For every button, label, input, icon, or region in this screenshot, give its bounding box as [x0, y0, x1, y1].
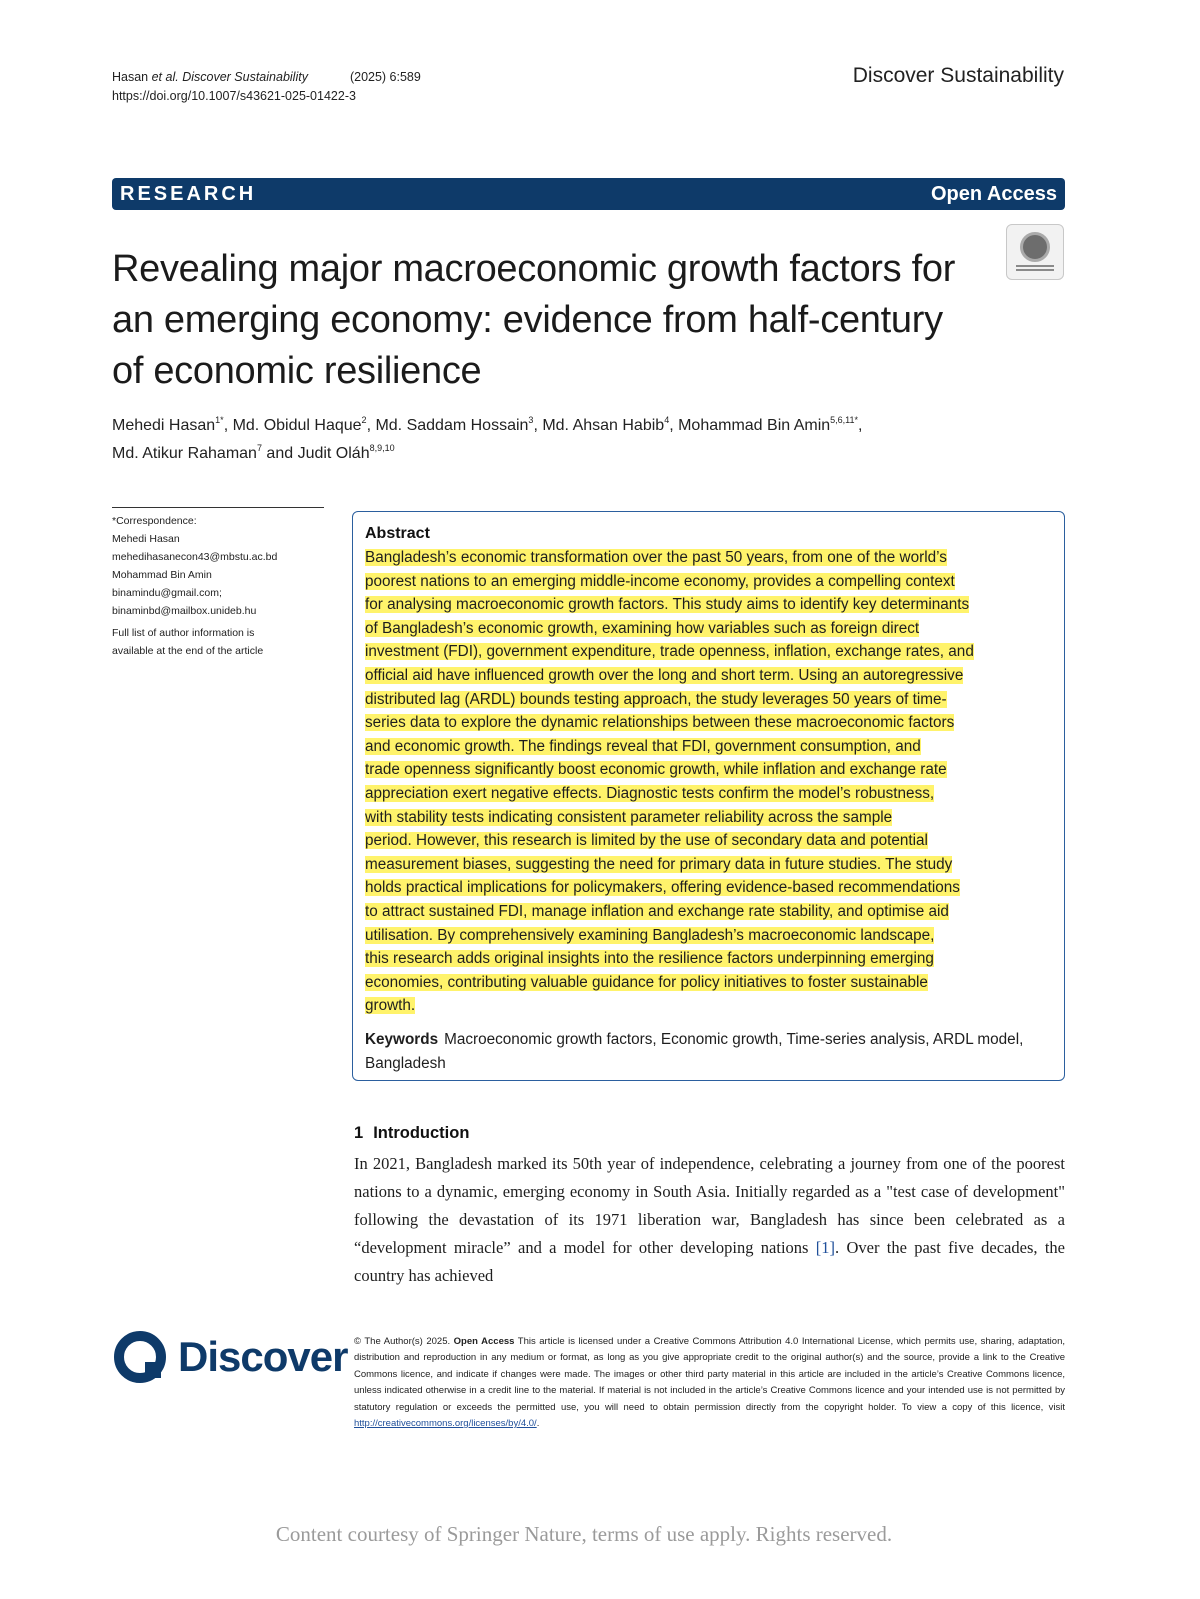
author-affiliation[interactable]: 8,9,10 [369, 443, 395, 453]
journal-italic: Discover Sustainability [182, 70, 308, 84]
highlighted-text: holds practical implications for policymakers, offering evidence-based recommendations [365, 879, 960, 897]
section-title: Introduction [373, 1124, 470, 1142]
highlighted-text: series data to explore the dynamic relationships between these macroeconomic factors [365, 714, 955, 732]
abstract-line [365, 971, 1052, 995]
check-for-updates-icon[interactable] [1006, 224, 1064, 280]
highlighted-text: appreciation exert negative effects. Diagnostic tests confirm the model’s robustness, [365, 784, 935, 802]
badge-text-lines [1016, 265, 1054, 273]
author-affiliation[interactable]: 7 [256, 443, 262, 453]
highlighted-text: trade openness significantly boost economic growth, while inflation and exchange rate [365, 761, 947, 779]
highlighted-text: utilisation. By comprehensively examining Bangladesh’s macroeconomic landscape, [365, 926, 935, 944]
highlighted-text: with stability tests indicating consistent parameter reliability across the sample [365, 808, 893, 826]
corr-line: Mehedi Hasan [112, 533, 180, 545]
author-name: Judit Oláh [297, 445, 370, 462]
author-name: Md. Ahsan Habib [542, 417, 665, 434]
highlighted-text: investment (FDI), government expenditure, trade openness, inflation, exchange rates, and [365, 643, 974, 661]
highlighted-text: of Bangladesh’s economic growth, examining how variables such as foreign direct [365, 619, 920, 637]
abstract-heading: Abstract [365, 525, 430, 542]
abstract-line [365, 853, 1052, 877]
running-header [112, 68, 421, 106]
corr-email[interactable]: mehedihasanecon43@mbstu.ac.bd [112, 551, 278, 563]
author-name: Md. Saddam Hossain [375, 417, 529, 434]
author-name: Md. Atikur Rahaman [112, 445, 257, 462]
abstract-line [365, 664, 1052, 688]
page-footer: Content courtesy of Springer Nature, terms of use apply. Rights reserved. [275, 1522, 893, 1546]
author-separator: , [533, 417, 543, 434]
intro-text: . Over the past five decades, the country has achieved [354, 1238, 1065, 1285]
authors-short: Hasan [112, 70, 152, 84]
license-statement [354, 1334, 1065, 1432]
abstract-line [365, 593, 1052, 617]
license-text-end: . [536, 1418, 540, 1430]
full-author-info-note [112, 624, 332, 660]
author-name: Md. Obidul Haque [232, 417, 362, 434]
author-separator: , [223, 417, 233, 434]
article-title: Revealing major macroeconomic growth factors for an emerging economy: evidence from half-century of economic resilience [112, 248, 956, 392]
highlighted-text: economies, contributing valuable guidance for policy initiatives to foster sustainable [365, 973, 928, 991]
author-affiliation[interactable]: 4 [664, 415, 670, 425]
abstract-line [365, 829, 1052, 853]
citation-line [112, 68, 421, 87]
abstract-line [365, 758, 1052, 782]
abstract-line [365, 900, 1052, 924]
open-access-bold: Open Access [453, 1336, 515, 1347]
full-list-line: available at the end of the article [112, 645, 264, 657]
badge-circle [1020, 232, 1050, 262]
open-access-label: Open Access [931, 182, 1057, 205]
corr-line: Mohammad Bin Amin [112, 569, 212, 581]
author-affiliation[interactable]: 2 [361, 415, 367, 425]
author-name: Mehedi Hasan [112, 417, 216, 434]
journal-name: Discover Sustainability [852, 64, 1064, 87]
abstract-line [365, 688, 1052, 712]
discover-logo [112, 1328, 347, 1386]
volume: (2025) 6:589 [349, 70, 421, 84]
abstract-line [365, 876, 1052, 900]
abstract-line [365, 640, 1052, 664]
highlighted-text: Bangladesh’s economic transformation over the past 50 years, from one of the world’s [365, 549, 947, 566]
highlighted-text: for analysing macroeconomic growth factors. This study aims to identify key determinants [365, 596, 970, 614]
abstract-line [365, 806, 1052, 830]
keywords-label: Keywords [365, 1030, 439, 1048]
section-heading-introduction [354, 1124, 469, 1143]
doi-link[interactable]: https://doi.org/10.1007/s43621-025-01422-3 [112, 89, 356, 103]
discover-wordmark: Discover [178, 1333, 348, 1380]
highlighted-text: official aid have influenced growth over the long and short term. Using an autoregressive [365, 666, 964, 684]
abstract-line [365, 994, 1052, 1018]
author-name: Mohammad Bin Amin [678, 417, 831, 434]
correspondence-label: *Correspondence: [112, 515, 197, 527]
highlighted-text: and economic growth. The findings reveal that FDI, government consumption, and [365, 737, 921, 755]
highlighted-text: poorest nations to an emerging middle-income economy, provides a compelling context [365, 572, 955, 590]
highlighted-text: to attract sustained FDI, manage inflation and exchange rate stability, and optimise aid [365, 902, 949, 920]
highlighted-text: growth. [365, 997, 416, 1015]
abstract-line [365, 924, 1052, 948]
abstract-text [365, 546, 1052, 1018]
author-separator: , [858, 417, 863, 434]
abstract-line [365, 711, 1052, 735]
correspondence [112, 512, 332, 660]
abstract-line [365, 617, 1052, 641]
keywords [365, 1028, 1052, 1076]
section-number: 1 [354, 1124, 364, 1142]
corr-email[interactable]: binaminbd@mailbox.unideb.hu [112, 605, 257, 617]
article-type-banner [112, 178, 1065, 210]
author-affiliation[interactable]: 3 [528, 415, 534, 425]
keywords-text: Macroeconomic growth factors, Economic growth, Time-series analysis, ARDL model, Bangladesh [365, 1030, 1024, 1072]
research-label: RESEARCH [120, 182, 257, 205]
highlighted-text: this research adds original insights into the resilience factors underpinning emerging [365, 950, 934, 968]
abstract-line [365, 570, 1052, 594]
introduction-paragraph [354, 1150, 1065, 1290]
highlighted-text: measurement biases, suggesting the need for primary data in future studies. The study [365, 855, 953, 873]
corr-email[interactable]: binamindu@gmail.com; [112, 587, 222, 599]
license-link[interactable]: http://creativecommons.org/licenses/by/4.0/ [354, 1418, 537, 1430]
author-separator: , [669, 417, 679, 434]
abstract-line [365, 782, 1052, 806]
abstract-line [365, 735, 1052, 759]
abstract-line [365, 947, 1052, 971]
intro-text: In 2021, Bangladesh marked its 50th year of independence, celebrating a journey from one of the poorest nations to a dynamic, emerging economy in South Asia. Initially regarded as a "test case of development" following the devastation of its 1971 liberation war, Bangladesh has since been celebrated as a “development miracle” and a model for other developing nations [354, 1154, 1065, 1257]
author-separator: , [366, 417, 376, 434]
author-separator: and [261, 445, 298, 462]
et-al: et al. [151, 70, 179, 84]
correspondence-divider [112, 507, 324, 508]
author-affiliation[interactable]: 5,6,11* [830, 415, 859, 425]
author-list [112, 412, 1052, 468]
highlighted-text: period. However, this research is limited by the use of secondary data and potential [365, 832, 928, 850]
license-text: This article is licensed under a Creative Commons Attribution 4.0 International License, which permits use, sharing, adaptation, distribution and reproduction in any medium or format, as long as you give appropriate credit to the original author(s) and the source, provide a link to the Creative Commons licence, and indicate if changes were made. The images or other third party material in this article are included in the article’s Creative Commons licence, unless indicated otherwise in a credit line to the material. If material is not included in the article’s Creative Commons licence and your intended use is not permitted by statutory regulation or exceeds the permitted use, you will need to obtain permission directly from the copyright holder. To view a copy of this licence, visit [354, 1336, 1065, 1413]
highlighted-text: distributed lag (ARDL) bounds testing approach, the study leverages 50 years of time- [365, 690, 947, 708]
abstract-line [365, 546, 1052, 570]
discover-logo-icon [112, 1329, 168, 1385]
citation-link[interactable]: [1] [815, 1238, 836, 1257]
copyright: © The Author(s) 2025. [354, 1336, 454, 1347]
abstract-box [352, 511, 1065, 1081]
full-list-line: Full list of author information is [112, 627, 255, 639]
author-affiliation[interactable]: 1* [215, 415, 224, 425]
